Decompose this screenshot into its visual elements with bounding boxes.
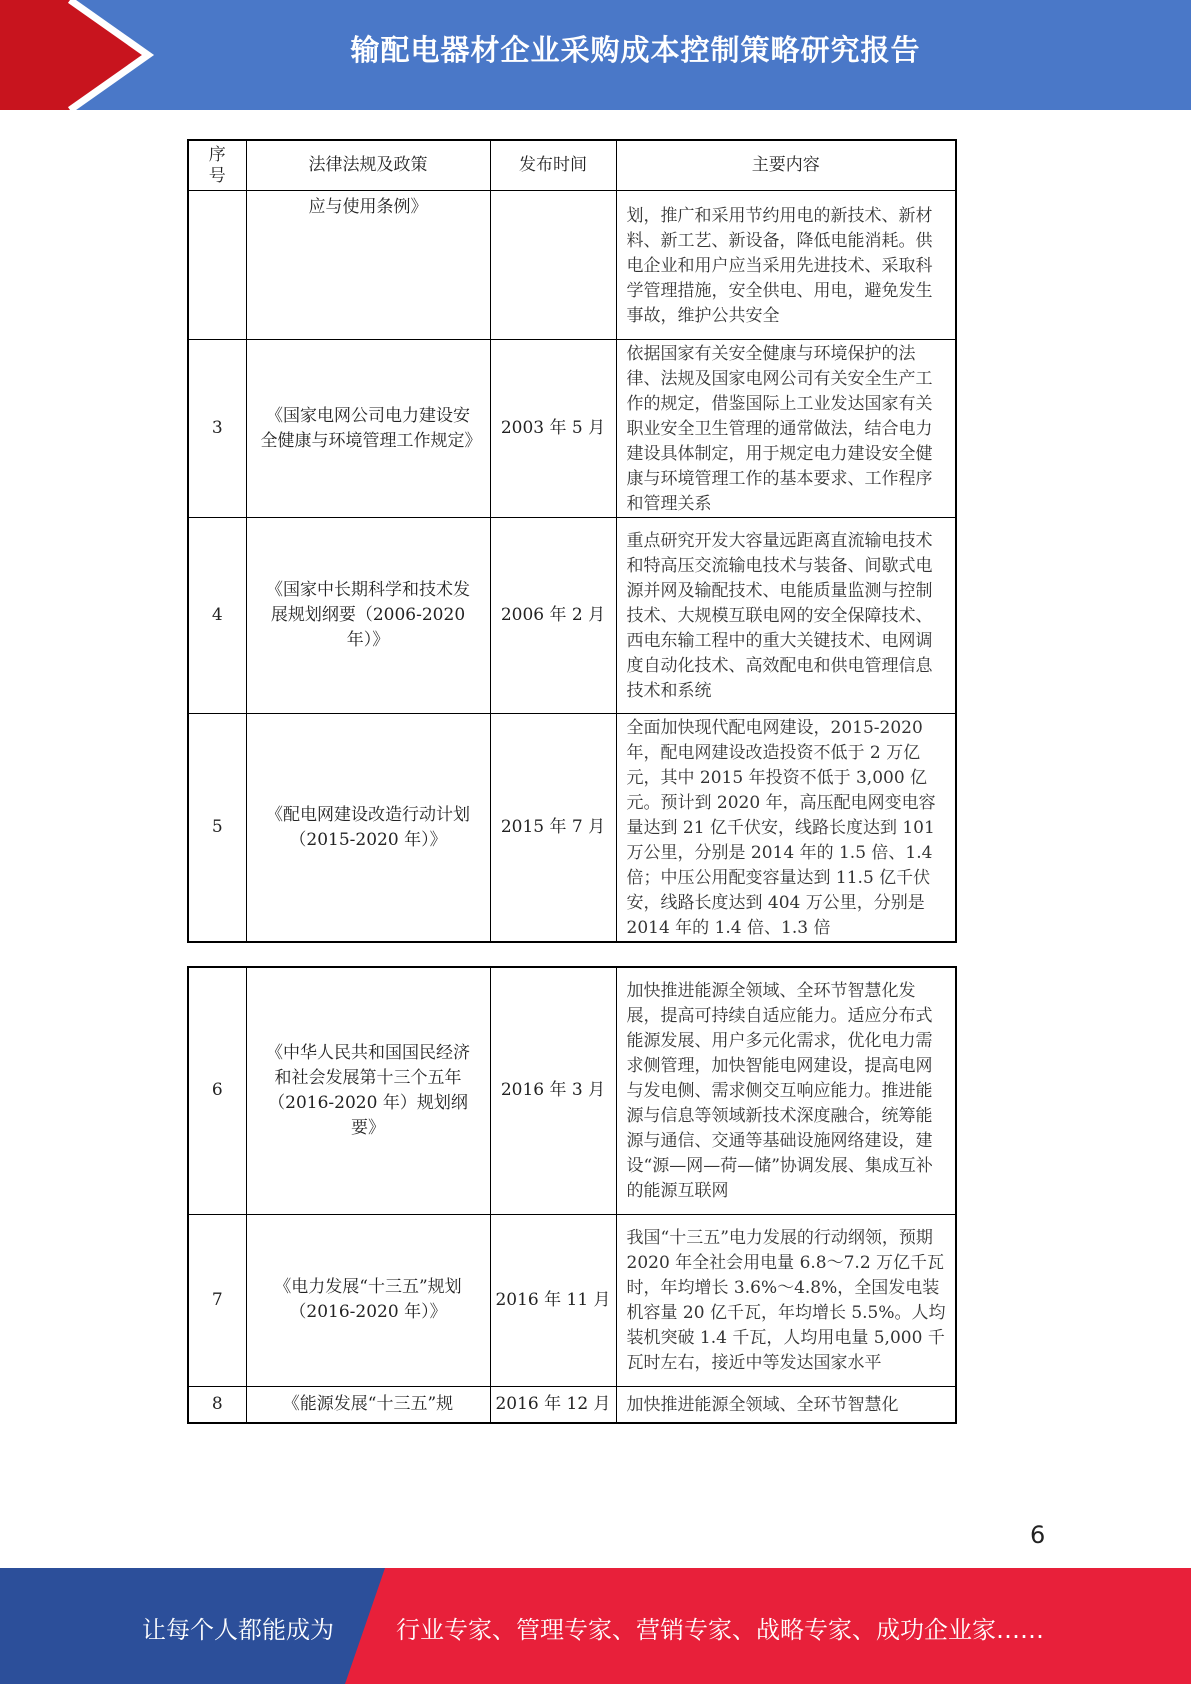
row-name: 《中华人民共和国国民经济和社会发展第十三个五年（2016-2020 年）规划纲要》 — [246, 967, 490, 1214]
row-num: 8 — [188, 1386, 246, 1423]
report-title: 输配电器材企业采购成本控制策略研究报告 — [350, 33, 921, 67]
row-num: 6 — [188, 967, 246, 1214]
row-date: 2003 年 5 月 — [490, 340, 616, 518]
footer-slogan-left: 让每个人都能成为 — [142, 1616, 334, 1644]
row-date: 2016 年 11 月 — [490, 1214, 616, 1386]
row-content: 全面加快现代配电网建设，2015-2020 年，配电网建设改造投资不低于 2 万亿元，其中 2015 年投资不低于 3,000 亿元。预计到 2020 年，高压配电网变电容量达到 21 亿千伏安，线路长度达到 101 万公里，分别是 2014 年的 1.5 倍、1.4 倍；中压公用配变容量达到 11.5 亿千伏安，线路长度达到 404 万公里，分别是 2014 年的 1.4 倍、1.3 倍 — [616, 714, 956, 943]
row-content: 加快推进能源全领域、全环节智慧化 — [616, 1386, 956, 1423]
red-arrow-icon — [0, 0, 160, 110]
table-row — [188, 1386, 956, 1423]
table-row — [188, 714, 956, 943]
table-row — [188, 340, 956, 518]
table-row — [188, 191, 956, 340]
row-num: 7 — [188, 1214, 246, 1386]
table-row — [188, 967, 956, 1214]
header-content: 主要内容 — [616, 140, 956, 191]
row-num: 4 — [188, 518, 246, 714]
header-name: 法律法规及政策 — [246, 140, 490, 191]
row-name: 应与使用条例》 — [246, 191, 490, 340]
table-row — [188, 1214, 956, 1386]
header-date: 发布时间 — [490, 140, 616, 191]
header-num: 序号 — [188, 140, 246, 191]
row-name: 《国家中长期科学和技术发展规划纲要（2006-2020 年）》 — [246, 518, 490, 714]
row-num — [188, 191, 246, 340]
row-content: 重点研究开发大容量远距离直流输电技术和特高压交流输电技术与装备、间歇式电源并网及输配技术、电能质量监测与控制技术、大规模互联电网的安全保障技术、西电东输工程中的重大关键技术、电网调度自动化技术、高效配电和供电管理信息技术和系统 — [616, 518, 956, 714]
row-content: 加快推进能源全领域、全环节智慧化发展，提高可持续自适应能力。适应分布式能源发展、用户多元化需求，优化电力需求侧管理，加快智能电网建设，提高电网与发电侧、需求侧交互响应能力。推进能源与信息等领域新技术深度融合，统筹能源与通信、交通等基础设施网络建设，建设“源—网—荷—储”协调发展、集成互补的能源互联网 — [616, 967, 956, 1214]
footer-slogan-right: 行业专家、管理专家、营销专家、战略专家、成功企业家…… — [396, 1616, 1044, 1644]
page-number: 6 — [1030, 1521, 1046, 1549]
row-date: 2016 年 3 月 — [490, 967, 616, 1214]
row-content: 划，推广和采用节约用电的新技术、新材料、新工艺、新设备，降低电能消耗。供电企业和用户应当采用先进技术、采取科学管理措施，安全供电、用电，避免发生事故，维护公共安全 — [616, 191, 956, 340]
table-header-row — [188, 140, 956, 191]
row-name: 《能源发展“十三五”规 — [246, 1386, 490, 1423]
row-name: 《配电网建设改造行动计划（2015-2020 年）》 — [246, 714, 490, 943]
row-num: 3 — [188, 340, 246, 518]
row-content: 依据国家有关安全健康与环境保护的法律、法规及国家电网公司有关安全生产工作的规定，借鉴国际上工业发达国家有关职业安全卫生管理的通常做法，结合电力建设具体制定，用于规定电力建设安全健康与环境管理工作的基本要求、工作程序和管理关系 — [616, 340, 956, 518]
row-date — [490, 191, 616, 340]
row-date: 2016 年 12 月 — [490, 1386, 616, 1423]
row-content: 我国“十三五”电力发展的行动纲领，预期 2020 年全社会用电量 6.8～7.2 万亿千瓦时，年均增长 3.6%～4.8%，全国发电装机容量 20 亿千瓦，年均增长 5.5%。人均装机突破 1.4 千瓦，人均用电量 5,000 千瓦时左右，接近中等发达国家水平 — [616, 1214, 956, 1386]
row-date: 2015 年 7 月 — [490, 714, 616, 943]
policy-table-part-2 — [187, 966, 957, 1424]
row-name: 《国家电网公司电力建设安全健康与环境管理工作规定》 — [246, 340, 490, 518]
row-date: 2006 年 2 月 — [490, 518, 616, 714]
row-name: 《电力发展“十三五”规划（2016-2020 年）》 — [246, 1214, 490, 1386]
row-num: 5 — [188, 714, 246, 943]
table-row — [188, 518, 956, 714]
page-footer — [0, 1568, 1191, 1684]
page-header — [0, 0, 1191, 110]
policy-table-part-1 — [187, 139, 957, 943]
